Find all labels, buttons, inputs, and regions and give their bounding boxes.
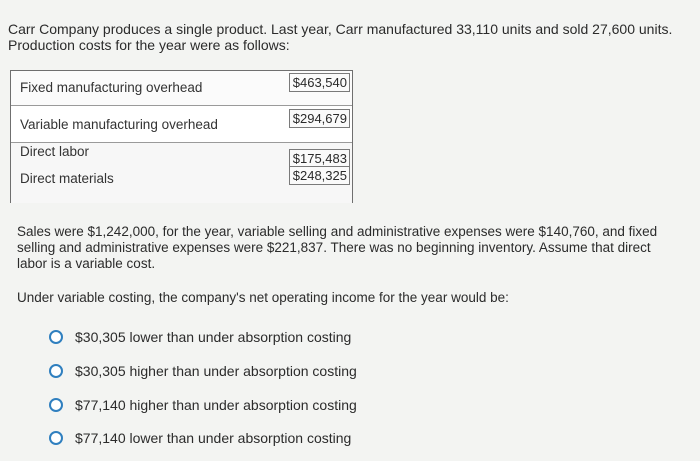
variable-overhead-value: $294,679 [289,109,350,128]
answer-option-1[interactable] [49,327,409,347]
option-label: $77,140 lower than under absorption costing [75,430,352,446]
table-row [11,143,352,203]
radio-button[interactable] [49,330,63,344]
direct-labor-value: $175,483 [289,149,350,168]
fixed-overhead-value: $463,540 [289,73,350,92]
answer-option-2[interactable] [49,361,409,381]
option-label: $30,305 lower than under absorption costing [75,329,352,345]
question-intro: Carr Company produces a single product. Last year, Carr manufactured 33,110 units and sold 27,600 units. Production costs for the year were as follows: [8,21,673,53]
fixed-overhead-label: Fixed manufacturing overhead [20,80,203,95]
table-row [11,71,352,106]
question-prompt: Under variable costing, the company's net operating income for the year would be: [17,290,509,305]
direct-materials-label: Direct materials [20,171,114,186]
direct-labor-label: Direct labor [20,144,90,159]
radio-button[interactable] [49,431,63,445]
radio-button[interactable] [49,398,63,412]
option-label: $77,140 higher than under absorption costing [75,397,357,413]
answer-option-4[interactable] [49,428,409,448]
option-label: $30,305 higher than under absorption costing [75,363,357,379]
production-costs-table [10,70,353,203]
direct-materials-value: $248,325 [289,166,350,185]
table-row [11,106,352,143]
question-details: Sales were $1,242,000, for the year, variable selling and administrative expenses were $140,760, and fixed selling and administrative expenses were $221,837. There was no beginning inventory. Assume that direct labor is a variable cost. [17,224,658,271]
radio-button[interactable] [49,364,63,378]
answer-option-3[interactable] [49,395,409,415]
variable-overhead-label: Variable manufacturing overhead [20,117,218,132]
